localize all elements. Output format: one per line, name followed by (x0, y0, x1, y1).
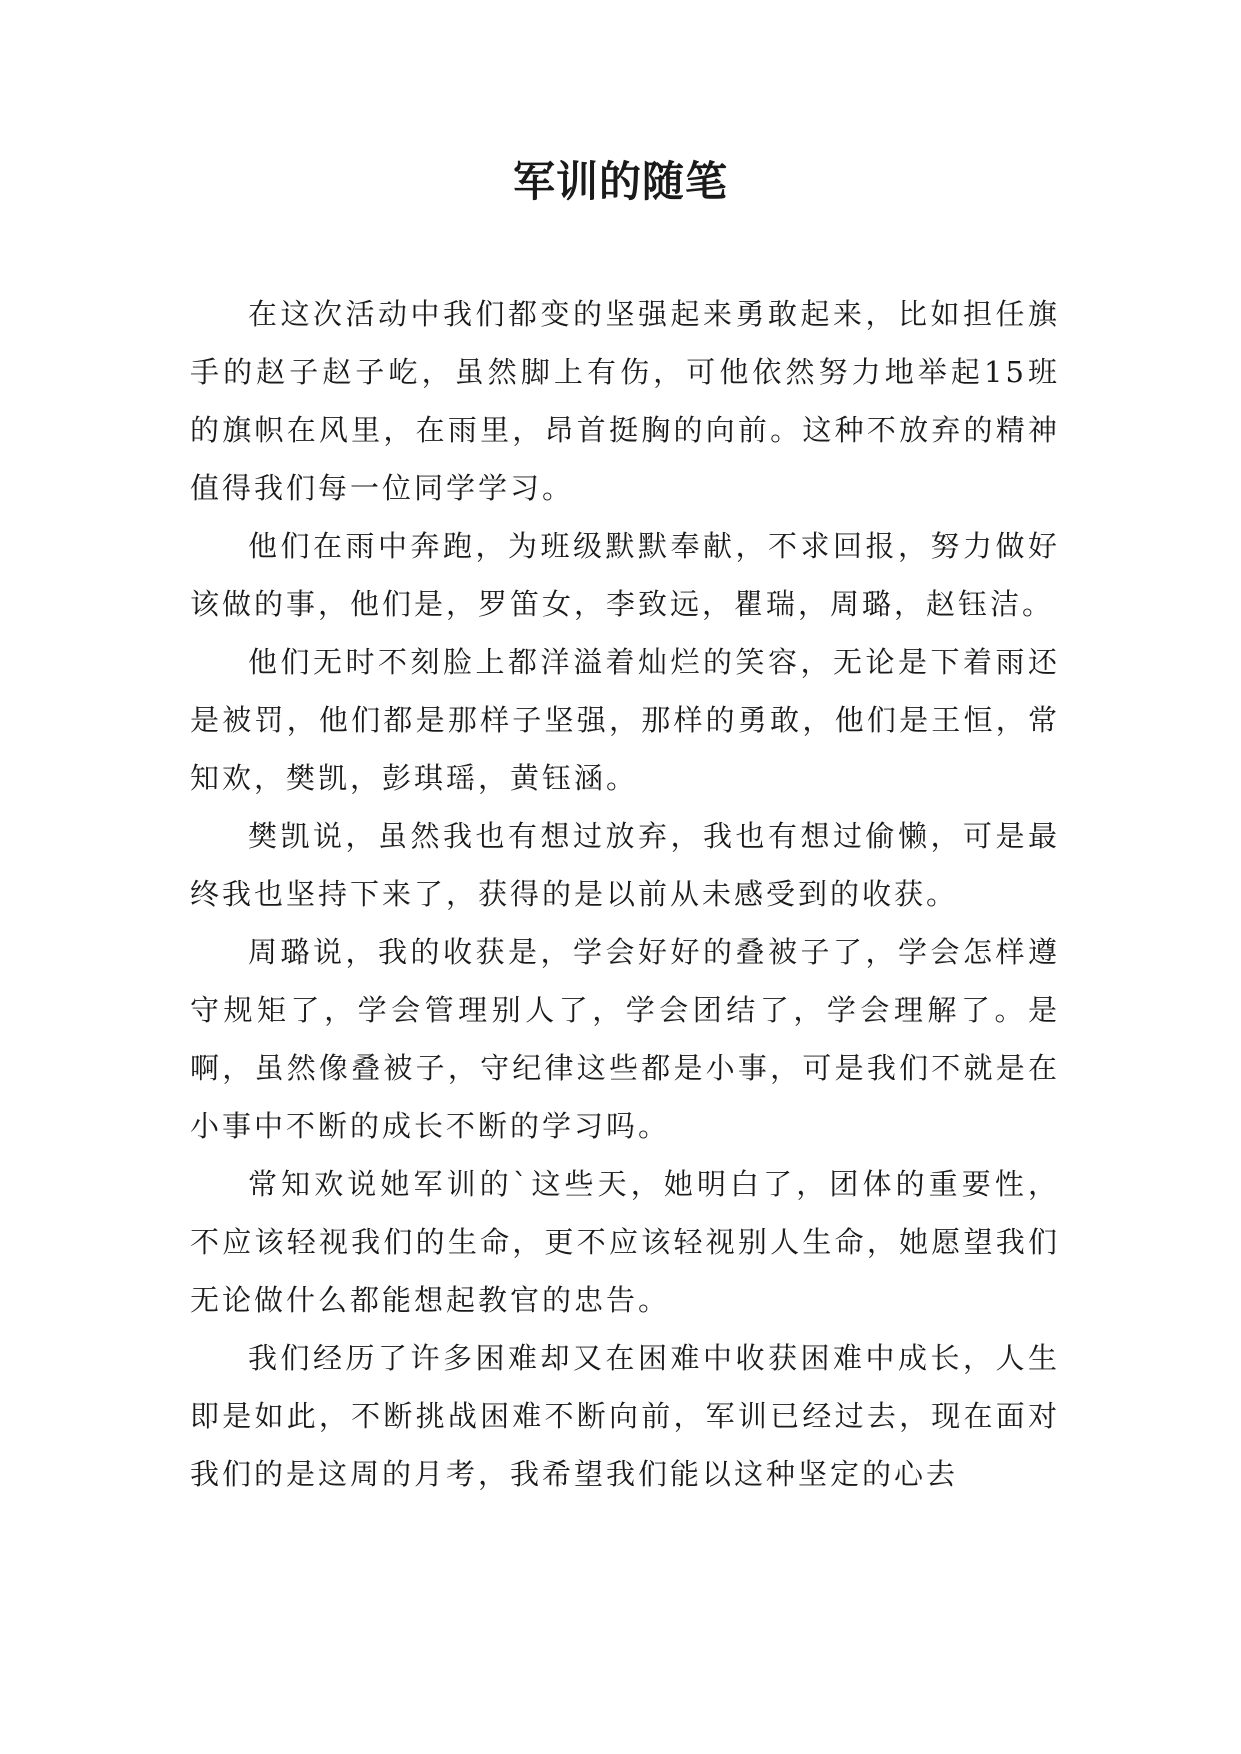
document-title: 军训的随笔 (512, 157, 728, 206)
paragraph: 他们在雨中奔跑，为班级默默奉献，不求回报，努力做好该做的事，他们是，罗笛女，李致远，瞿瑞，周璐，赵钰洁。 (190, 529, 1060, 621)
document-body (190, 285, 1060, 1503)
paragraph: 他们无时不刻脸上都洋溢着灿烂的笑容，无论是下着雨还是被罚，他们都是那样子坚强，那样的勇敢，他们是王恒，常知欢，樊凯，彭琪瑶，黄钰涵。 (190, 645, 1060, 795)
paragraph: 我们经历了许多困难却又在困难中收获困难中成长，人生即是如此，不断挑战困难不断向前，军训已经过去，现在面对我们的是这周的月考，我希望我们能以这种坚定的心去 (190, 1341, 1060, 1491)
paragraph: 在这次活动中我们都变的坚强起来勇敢起来，比如担任旗手的赵子赵子屹，虽然脚上有伤，可他依然努力地举起15班的旗帜在风里，在雨里，昂首挺胸的向前。这种不放弃的精神值得我们每一位同学学习。 (190, 297, 1060, 505)
paragraph: 樊凯说，虽然我也有想过放弃，我也有想过偷懒，可是最终我也坚持下来了，获得的是以前从未感受到的收获。 (190, 819, 1060, 911)
paragraph: 常知欢说她军训的`这些天，她明白了，团体的重要性，不应该轻视我们的生命，更不应该轻视别人生命，她愿望我们无论做什么都能想起教官的忠告。 (190, 1167, 1060, 1317)
paragraph: 周璐说，我的收获是，学会好好的叠被子了，学会怎样遵守规矩了，学会管理别人了，学会团结了，学会理解了。是啊，虽然像叠被子，守纪律这些都是小事，可是我们不就是在小事中不断的成长不断的学习吗。 (190, 935, 1060, 1143)
